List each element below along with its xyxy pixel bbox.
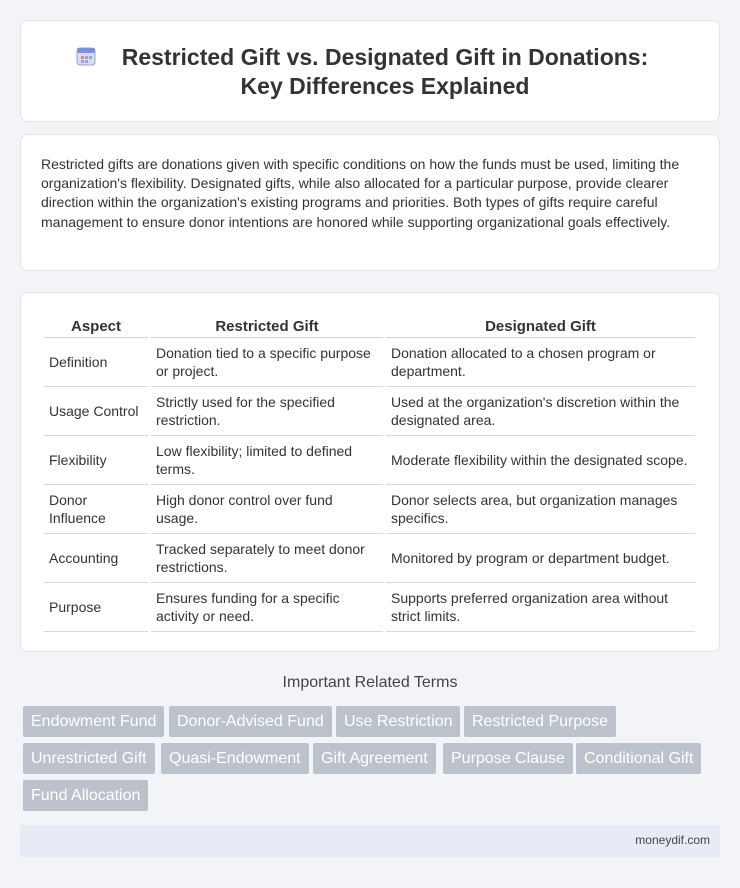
tag-quasi-endowment[interactable]: Quasi-Endowment	[161, 743, 309, 774]
tag-restricted-purpose[interactable]: Restricted Purpose	[464, 706, 616, 737]
footer-site-link[interactable]: moneydif.com	[635, 833, 710, 847]
related-terms-heading: Important Related Terms	[282, 674, 458, 691]
intro-card	[20, 134, 720, 271]
tag-endowment-fund[interactable]: Endowment Fund	[23, 706, 164, 737]
table-header-row	[44, 315, 695, 338]
restricted-cell: Ensures funding for a specific activity or need.	[151, 583, 383, 632]
table-row	[44, 583, 695, 632]
header-card	[20, 20, 720, 122]
table-row	[44, 534, 695, 583]
aspect-cell: Accounting	[44, 534, 148, 583]
header-designated-gift: Designated Gift	[386, 315, 695, 338]
header-restricted-gift: Restricted Gift	[151, 315, 383, 338]
designated-cell: Supports preferred organization area without strict limits.	[386, 583, 695, 632]
tag-purpose-clause[interactable]: Purpose Clause	[443, 743, 573, 774]
restricted-cell: Low flexibility; limited to defined terms.	[151, 436, 383, 485]
table-row	[44, 338, 695, 387]
page-title: Restricted Gift vs. Designated Gift in Donations: Key Differences Explained	[121, 44, 649, 99]
aspect-cell: Definition	[44, 338, 148, 387]
aspect-cell: Flexibility	[44, 436, 148, 485]
designated-cell: Monitored by program or department budget.	[386, 534, 695, 583]
tag-fund-allocation[interactable]: Fund Allocation	[23, 780, 148, 811]
restricted-cell: High donor control over fund usage.	[151, 485, 383, 534]
comparison-table	[41, 315, 698, 632]
table-row	[44, 387, 695, 436]
designated-cell: Used at the organization's discretion within the designated area.	[386, 387, 695, 436]
tag-unrestricted-gift[interactable]: Unrestricted Gift	[23, 743, 155, 774]
header-aspect: Aspect	[44, 315, 148, 338]
designated-cell: Donor selects area, but organization manages specifics.	[386, 485, 695, 534]
aspect-cell: Donor Influence	[44, 485, 148, 534]
restricted-cell: Strictly used for the specified restriction.	[151, 387, 383, 436]
tag-use-restriction[interactable]: Use Restriction	[336, 706, 460, 737]
tag-gift-agreement[interactable]: Gift Agreement	[313, 743, 436, 774]
tag-donor-advised-fund[interactable]: Donor-Advised Fund	[169, 706, 332, 737]
comparison-table-card	[20, 292, 720, 652]
intro-paragraph: Restricted gifts are donations given with specific conditions on how the funds must be used, limiting the organization's flexibility. Designated gifts, while also allocated for a particular purpose, provide clearer direction within the organization's existing programs and priorities. Both types of gifts require careful management to ensure donor intentions are honored while supporting organizational goals effectively.	[41, 156, 680, 230]
restricted-cell: Donation tied to a specific purpose or project.	[151, 338, 383, 387]
table-row	[44, 485, 695, 534]
footer	[20, 825, 720, 857]
aspect-cell: Usage Control	[44, 387, 148, 436]
table-row	[44, 436, 695, 485]
designated-cell: Moderate flexibility within the designated scope.	[386, 436, 695, 485]
restricted-cell: Tracked separately to meet donor restrictions.	[151, 534, 383, 583]
designated-cell: Donation allocated to a chosen program or department.	[386, 338, 695, 387]
tag-conditional-gift[interactable]: Conditional Gift	[576, 743, 701, 774]
aspect-cell: Purpose	[44, 583, 148, 632]
